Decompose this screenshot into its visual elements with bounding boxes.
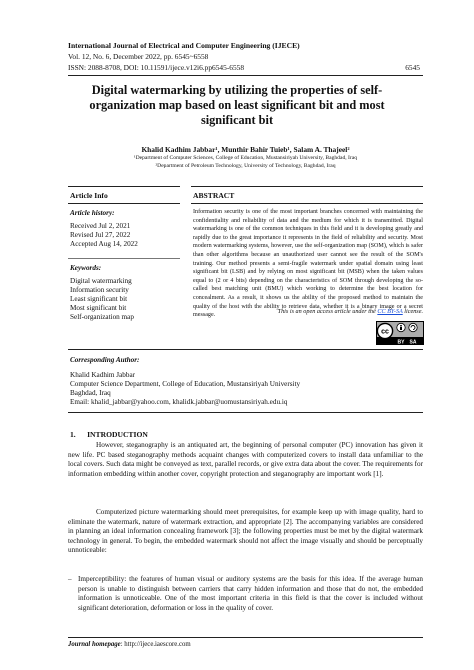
intro-paragraph-1: However, steganography is an antiquated art, the beginning of personal computer (PC) innovation has given it new life. PC based steganography methods acquaint changes with computerized covers to install data unfamiliar to the local covers. Such data might be conveyed as text, parallel records, or give extra data about the cover. The requirements for information embedding within another cover, copyright protection and steganography are important work [1]. — [68, 441, 423, 478]
issn-doi-line: ISSN: 2088-8708, DOI: 10.11591/ijece.v12i6.pp6545-6558 — [68, 63, 245, 72]
keyword: Least significant bit — [70, 295, 128, 303]
abstract-mid-rule — [191, 203, 423, 204]
article-history-heading: Article history: — [70, 209, 115, 217]
cc-text: cc — [381, 328, 389, 336]
abstract-heading: ABSTRACT — [193, 191, 235, 200]
abstract-bottom-rule — [68, 349, 423, 350]
footer-rule — [68, 637, 423, 638]
abstract-top-rule — [191, 186, 423, 187]
by-text: BY — [397, 339, 405, 345]
intro-paragraph-2: Computerized picture watermarking should meet prerequisites, for example keep up with image quality, hard to eliminate the watermark, nature of watermark extraction, and appropriate [2]. The accompanying variables are considered in planning an ideal information concealing framework [3]; the following properties must be met by the digital watermark technology in general. To begin, the embedded watermark should not affect the image visually and should be perceptually unnoticeable: — [68, 508, 423, 555]
abstract-text: Information security is one of the most important branches concerned with maintaining the confidentiality and reliability of data and the medium for which it is transmitted. Digital watermarking is one of the common techniques in this field and it is developing greatly and rapidly due to the great importance it represents in the field of reliability and security. Most modern watermarking systems, however, use the self-organization map (SOM), which is safer than other algorithms because an unauthorized user cannot see the result of the SOM's training. Our method presents a semi-fragile watermark under spatial domain using least significant bit (LSB) and by relying on most significant bit (MSB) when the taken values equal to (2 or 4 bits) depending on the characteristics of SOM through developing the so-called best matching unit (BMU) which working to determine the best location for concealment. As a result, it shows us the ability of the proposed method to maintain the quality of the host with the ability to retrieve data, whether it is a binary image or a secret message. — [193, 209, 423, 319]
author-email: Email: khalid_jabbar@yahoo.com, khalidk.jabbar@uomustansiriyah.edu.iq — [70, 398, 288, 406]
author-name: Khalid Kadhim Jabbar — [70, 371, 136, 379]
affiliation-2: ²Department of Petroleum Technology, University of Technology, Baghdad, Iraq — [155, 163, 336, 169]
cc-by-sa-badge-icon[interactable] — [376, 321, 424, 345]
journal-homepage — [68, 641, 191, 648]
article-info-heading: Article Info — [70, 191, 108, 200]
keyword: Most significant bit — [70, 304, 127, 312]
affiliation-1: ¹Department of Computer Sciences, College of Education, Mustansiriyah University, Baghdad, Iraq — [133, 155, 358, 161]
homepage-label: Journal homepage — [68, 641, 121, 648]
page-number: 6545 — [405, 63, 420, 72]
header-rule — [68, 75, 423, 76]
homepage-url[interactable]: : http://ijece.iaescore.com — [120, 641, 191, 648]
history-accepted: Accepted Aug 14, 2022 — [70, 240, 138, 248]
keyword: Self-organization map — [70, 313, 134, 321]
open-access-prefix: This is an open access article under the — [277, 308, 378, 315]
author-list: Khalid Kadhim Jabbar¹, Munthir Bahir Tuieb¹, Salam A. Thajeel² — [141, 145, 350, 154]
author-city: Baghdad, Iraq — [70, 389, 111, 397]
sa-text: SA — [409, 339, 417, 345]
volume-line: Vol. 12, No. 6, December 2022, pp. 6545~6558 — [68, 52, 209, 61]
corresponding-author-heading: Corresponding Author: — [70, 356, 140, 364]
journal-name: International Journal of Electrical and Computer Engineering (IJECE) — [68, 41, 300, 50]
article-info-mid-rule — [68, 203, 180, 204]
article-info-top-rule — [68, 186, 180, 187]
open-access-suffix: license. — [402, 308, 423, 315]
intro-bullet-imperceptibility: Imperceptibility: the features of human visual or auditory systems are the basis for this idea. If the average human person is unable to distinguish between carriers that carry hidden information and those that do not, the embedded information is unnoticeable. One of the most important criteria in this field is that the cover is included without significant deterioration, deformation or loss in the quality of cover. — [78, 575, 423, 612]
history-received: Received Jul 2, 2021 — [70, 222, 131, 230]
keywords-heading: Keywords: — [70, 264, 102, 272]
license-link[interactable]: CC BY-SA — [377, 308, 403, 315]
keyword: Information security — [70, 286, 129, 294]
history-revised: Revised Jul 27, 2022 — [70, 231, 131, 239]
open-access-note — [193, 308, 423, 315]
author-department: Computer Science Department, College of Education, Mustansiriyah University — [70, 380, 301, 388]
correspondence-rule — [68, 412, 423, 413]
keyword: Digital watermarking — [70, 277, 132, 285]
keywords-rule — [68, 258, 180, 259]
bullet-dash: – — [68, 575, 72, 583]
paper-title: Digital watermarking by utilizing the properties of self-organization map based on least significant bit and most significant bit — [89, 83, 385, 127]
section-heading-introduction: 1. INTRODUCTION — [70, 430, 148, 439]
